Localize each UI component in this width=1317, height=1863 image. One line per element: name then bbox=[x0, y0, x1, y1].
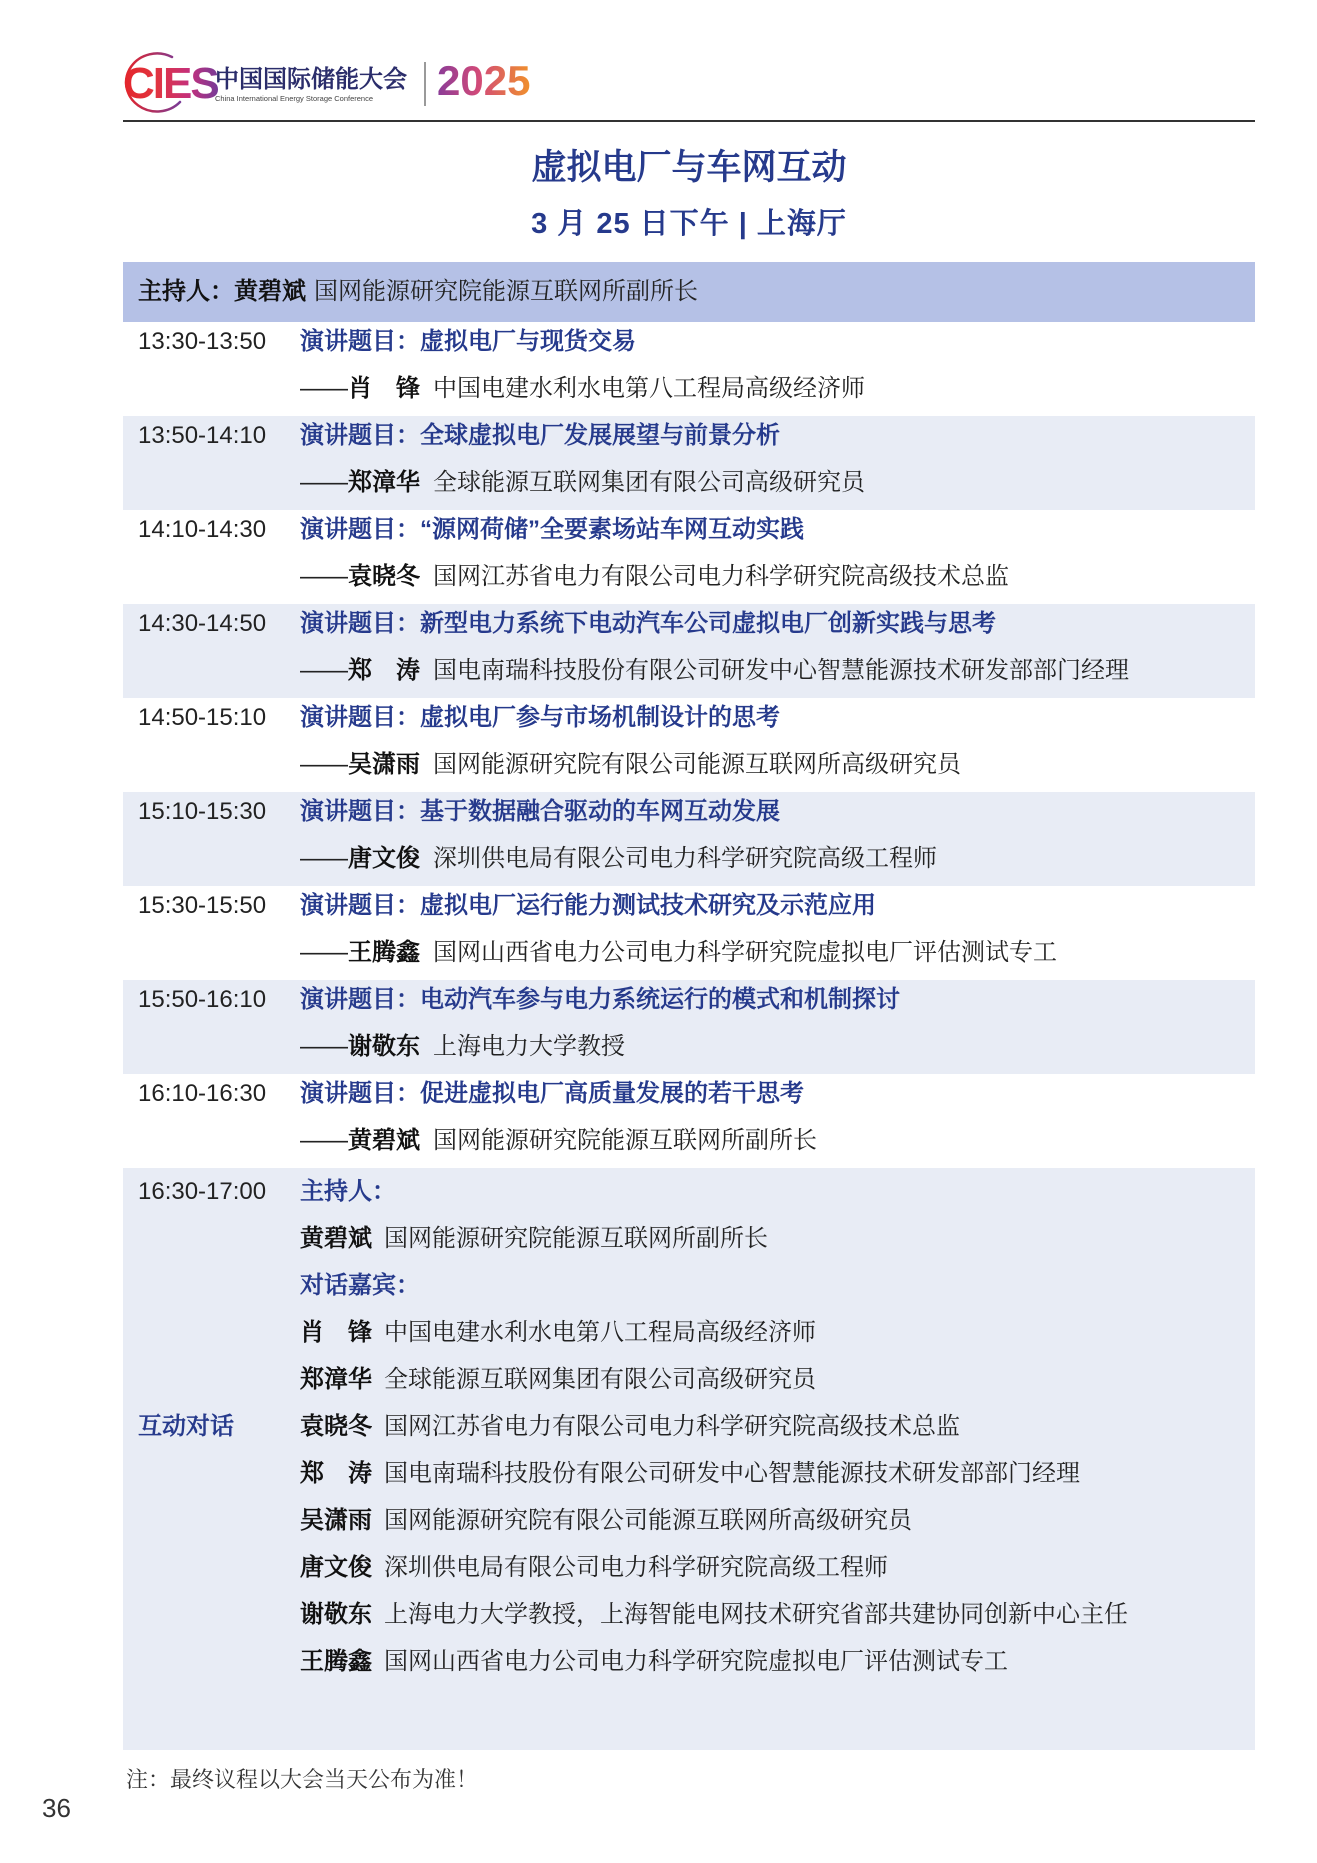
talk-topic-label: 演讲题目： bbox=[300, 610, 420, 637]
panel-host-heading bbox=[300, 1168, 1128, 1215]
talk-speaker-line bbox=[300, 1121, 817, 1161]
speaker-dash: —— bbox=[300, 657, 348, 684]
guest-affiliation: 上海电力大学教授，上海智能电网技术研究省部共建协同创新中心主任 bbox=[384, 1601, 1128, 1628]
talk-speaker-line bbox=[300, 651, 1129, 691]
talk-topic: “源网荷储”全要素场站车网互动实践 bbox=[420, 516, 804, 543]
panel-host-label: 主持人： bbox=[300, 1178, 396, 1205]
speaker-name: 谢敬东 bbox=[348, 1033, 420, 1060]
panel-guests-label: 对话嘉宾： bbox=[300, 1272, 420, 1299]
panel-guest bbox=[300, 1544, 1128, 1591]
guest-name: 袁晓冬 bbox=[300, 1413, 372, 1440]
speaker-dash: —— bbox=[300, 751, 348, 778]
speaker-affiliation: 全球能源互联网集团有限公司高级研究员 bbox=[433, 469, 865, 496]
guest-affiliation: 国网能源研究院有限公司能源互联网所高级研究员 bbox=[384, 1507, 912, 1534]
speaker-dash: —— bbox=[300, 375, 348, 402]
guest-name: 王腾鑫 bbox=[300, 1648, 372, 1675]
talk-time: 14:10-14:30 bbox=[138, 516, 267, 543]
panel-guest bbox=[300, 1450, 1128, 1497]
talk-topic: 促进虚拟电厂高质量发展的若干思考 bbox=[420, 1080, 804, 1107]
panel-lineup bbox=[300, 1168, 1128, 1685]
talk-topic-line bbox=[300, 980, 900, 1020]
panel-host-name: 黄碧斌 bbox=[300, 1225, 372, 1252]
agenda-table bbox=[123, 262, 1255, 1750]
talk-time: 13:30-13:50 bbox=[138, 328, 267, 355]
guest-affiliation: 国电南瑞科技股份有限公司研发中心智慧能源技术研发部部门经理 bbox=[384, 1460, 1080, 1487]
talk-time: 15:10-15:30 bbox=[138, 798, 267, 825]
talk-topic-line bbox=[300, 510, 804, 550]
conference-name-en: China International Energy Storage Conference bbox=[215, 94, 374, 103]
guest-name: 吴潇雨 bbox=[300, 1507, 372, 1534]
speaker-name: 袁晓冬 bbox=[348, 563, 420, 590]
host-label: 主持人： bbox=[138, 278, 234, 305]
talk-topic: 新型电力系统下电动汽车公司虚拟电厂创新实践与思考 bbox=[420, 610, 996, 637]
guest-name: 谢敬东 bbox=[300, 1601, 372, 1628]
speaker-name: 黄碧斌 bbox=[348, 1127, 420, 1154]
speaker-dash: —— bbox=[300, 1033, 348, 1060]
speaker-affiliation: 国网山西省电力公司电力科学研究院虚拟电厂评估测试专工 bbox=[433, 939, 1057, 966]
session-date-venue: 3 月 25 日下午 | 上海厅 bbox=[531, 208, 847, 240]
panel-discussion bbox=[123, 1168, 1255, 1750]
speaker-affiliation: 中国电建水利水电第八工程局高级经济师 bbox=[433, 375, 865, 402]
panel-guest bbox=[300, 1638, 1128, 1685]
agenda-row bbox=[123, 604, 1255, 698]
host-row bbox=[123, 262, 1255, 322]
talk-topic: 基于数据融合驱动的车网互动发展 bbox=[420, 798, 780, 825]
talk-topic-line bbox=[300, 1074, 804, 1114]
header-divider bbox=[424, 62, 426, 106]
speaker-affiliation: 国网能源研究院能源互联网所副所长 bbox=[433, 1127, 817, 1154]
agenda-row bbox=[123, 698, 1255, 792]
panel-guest bbox=[300, 1309, 1128, 1356]
talk-speaker-line bbox=[300, 839, 937, 879]
footnote: 注：最终议程以大会当天公布为准！ bbox=[126, 1767, 479, 1792]
talk-topic-label: 演讲题目： bbox=[300, 422, 420, 449]
host-name: 黄碧斌 bbox=[234, 278, 306, 305]
speaker-dash: —— bbox=[300, 1127, 348, 1154]
cies-logo: CIES bbox=[123, 59, 218, 108]
agenda-row bbox=[123, 322, 1255, 416]
talk-topic-line bbox=[300, 416, 780, 456]
talk-speaker-line bbox=[300, 557, 1009, 597]
talk-topic-label: 演讲题目： bbox=[300, 704, 420, 731]
conference-name-cn: 中国国际储能大会 bbox=[215, 66, 407, 93]
guest-affiliation: 中国电建水利水电第八工程局高级经济师 bbox=[384, 1319, 816, 1346]
talk-speaker-line bbox=[300, 745, 961, 785]
speaker-name: 肖 锋 bbox=[348, 375, 420, 402]
guest-name: 肖 锋 bbox=[300, 1319, 372, 1346]
talk-topic: 全球虚拟电厂发展展望与前景分析 bbox=[420, 422, 780, 449]
guest-affiliation: 全球能源互联网集团有限公司高级研究员 bbox=[384, 1366, 816, 1393]
talk-topic: 虚拟电厂与现货交易 bbox=[420, 328, 636, 355]
guest-name: 郑漳华 bbox=[300, 1366, 372, 1393]
talk-time: 15:50-16:10 bbox=[138, 986, 267, 1013]
agenda-row bbox=[123, 792, 1255, 886]
talk-topic-label: 演讲题目： bbox=[300, 798, 420, 825]
panel-time: 16:30-17:00 bbox=[138, 1178, 267, 1205]
agenda-row bbox=[123, 510, 1255, 604]
speaker-name: 郑 涛 bbox=[348, 657, 420, 684]
talk-time: 13:50-14:10 bbox=[138, 422, 267, 449]
guest-affiliation: 深圳供电局有限公司电力科学研究院高级工程师 bbox=[384, 1554, 888, 1581]
host-affiliation: 国网能源研究院能源互联网所副所长 bbox=[314, 278, 698, 305]
guest-name: 郑 涛 bbox=[300, 1460, 372, 1487]
speaker-name: 唐文俊 bbox=[348, 845, 420, 872]
speaker-dash: —— bbox=[300, 939, 348, 966]
talk-topic-label: 演讲题目： bbox=[300, 516, 420, 543]
agenda-row bbox=[123, 980, 1255, 1074]
talk-topic-label: 演讲题目： bbox=[300, 986, 420, 1013]
speaker-affiliation: 国电南瑞科技股份有限公司研发中心智慧能源技术研发部部门经理 bbox=[433, 657, 1129, 684]
speaker-dash: —— bbox=[300, 469, 348, 496]
speaker-affiliation: 上海电力大学教授 bbox=[433, 1033, 625, 1060]
talk-topic-label: 演讲题目： bbox=[300, 1080, 420, 1107]
talk-topic-line bbox=[300, 322, 636, 362]
guest-name: 唐文俊 bbox=[300, 1554, 372, 1581]
agenda-row bbox=[123, 886, 1255, 980]
guest-affiliation: 国网江苏省电力有限公司电力科学研究院高级技术总监 bbox=[384, 1413, 960, 1440]
panel-guest bbox=[300, 1403, 1128, 1450]
conference-year: 2025 bbox=[437, 57, 531, 104]
speaker-name: 郑漳华 bbox=[348, 469, 420, 496]
talk-topic-label: 演讲题目： bbox=[300, 892, 420, 919]
page-number: 36 bbox=[42, 1793, 71, 1823]
talk-topic-label: 演讲题目： bbox=[300, 328, 420, 355]
talk-topic: 虚拟电厂参与市场机制设计的思考 bbox=[420, 704, 780, 731]
panel-host bbox=[300, 1215, 1128, 1262]
agenda-rows bbox=[123, 322, 1255, 1750]
speaker-affiliation: 国网江苏省电力有限公司电力科学研究院高级技术总监 bbox=[433, 563, 1009, 590]
talk-topic-line bbox=[300, 698, 780, 738]
agenda-row bbox=[123, 416, 1255, 510]
talk-speaker-line bbox=[300, 933, 1057, 973]
talk-speaker-line bbox=[300, 463, 865, 503]
speaker-name: 吴潇雨 bbox=[348, 751, 420, 778]
header-rule bbox=[123, 120, 1255, 122]
talk-topic: 电动汽车参与电力系统运行的模式和机制探讨 bbox=[420, 986, 900, 1013]
speaker-affiliation: 深圳供电局有限公司电力科学研究院高级工程师 bbox=[433, 845, 937, 872]
talk-topic-line bbox=[300, 604, 996, 644]
talk-topic-line bbox=[300, 792, 780, 832]
talk-time: 15:30-15:50 bbox=[138, 892, 267, 919]
talk-speaker-line bbox=[300, 1027, 625, 1067]
speaker-affiliation: 国网能源研究院有限公司能源互联网所高级研究员 bbox=[433, 751, 961, 778]
talk-topic-line bbox=[300, 886, 876, 926]
panel-label: 互动对话 bbox=[138, 1413, 234, 1440]
speaker-name: 王腾鑫 bbox=[348, 939, 420, 966]
talk-time: 16:10-16:30 bbox=[138, 1080, 267, 1107]
talk-time: 14:50-15:10 bbox=[138, 704, 267, 731]
speaker-dash: —— bbox=[300, 563, 348, 590]
session-title: 虚拟电厂与车网互动 bbox=[531, 148, 847, 187]
panel-guest bbox=[300, 1356, 1128, 1403]
panel-host-affiliation: 国网能源研究院能源互联网所副所长 bbox=[384, 1225, 768, 1252]
talk-speaker-line bbox=[300, 369, 865, 409]
guest-affiliation: 国网山西省电力公司电力科学研究院虚拟电厂评估测试专工 bbox=[384, 1648, 1008, 1675]
panel-guests-heading bbox=[300, 1262, 1128, 1309]
agenda-row bbox=[123, 1074, 1255, 1168]
panel-guest bbox=[300, 1591, 1128, 1638]
talk-topic: 虚拟电厂运行能力测试技术研究及示范应用 bbox=[420, 892, 876, 919]
talk-time: 14:30-14:50 bbox=[138, 610, 267, 637]
panel-guest bbox=[300, 1497, 1128, 1544]
speaker-dash: —— bbox=[300, 845, 348, 872]
